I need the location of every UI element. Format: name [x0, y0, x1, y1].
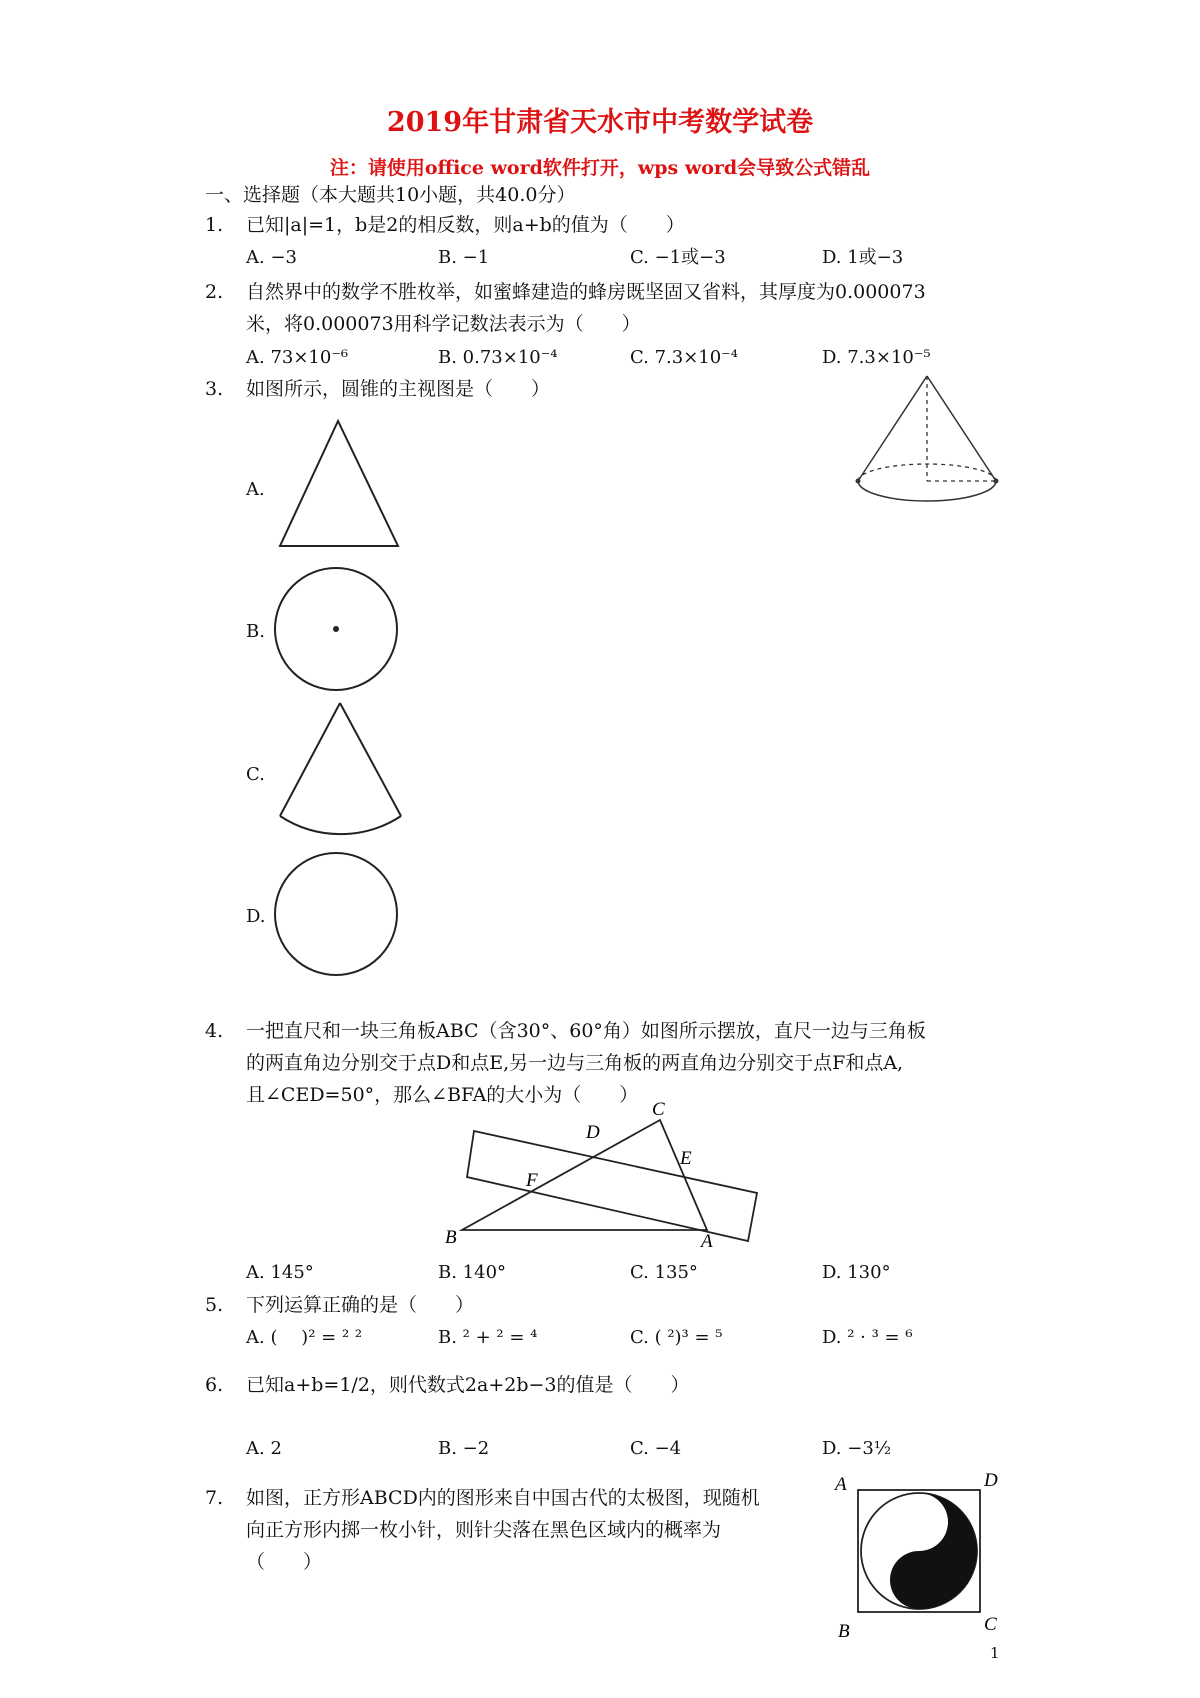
paper-title: 2019年甘肃省天水市中考数学试卷 — [386, 107, 814, 138]
corner-c-label: C — [984, 1614, 997, 1635]
point-f-label: F — [526, 1170, 538, 1191]
q2-option-a: A. 73×10⁻⁶ — [246, 347, 349, 368]
q2-line2: 米，将0.000073用科学记数法表示为（ ） — [246, 313, 641, 335]
point-d-label: D — [586, 1122, 600, 1143]
taiji-square-figure — [830, 1470, 1005, 1650]
q7-number: 7. — [205, 1487, 224, 1509]
option-c-sector — [270, 700, 410, 840]
section-heading: 一、选择题（本大题共10小题，共40.0分） — [205, 184, 576, 206]
q4-option-c: C. 135° — [630, 1262, 698, 1283]
q5-number: 5. — [205, 1294, 224, 1316]
q4-line3: 且∠CED=50°，那么∠BFA的大小为（ ） — [246, 1084, 639, 1106]
format-note: 注：请使用office word软件打开，wps word会导致公式错乱 — [329, 157, 871, 179]
cone-figure — [855, 370, 1005, 530]
q1-number: 1. — [205, 214, 224, 236]
q2-number: 2. — [205, 281, 224, 303]
q3-option-c: C. — [246, 764, 265, 785]
corner-b-label: B — [838, 1621, 850, 1642]
q4-option-d: D. 130° — [822, 1262, 891, 1283]
q1-option-c: C. −1或−3 — [630, 247, 726, 268]
corner-a-label: A — [835, 1474, 847, 1495]
q4-option-a: A. 145° — [246, 1262, 314, 1283]
q5-option-a: A. ( )² = ² ² — [246, 1327, 363, 1348]
q7-line1: 如图，正方形ABCD内的图形来自中国古代的太极图，现随机 — [246, 1487, 760, 1509]
q1-option-d: D. 1或−3 — [822, 247, 904, 268]
q5-text: 下列运算正确的是（ ） — [246, 1294, 475, 1316]
corner-d-label: D — [984, 1470, 998, 1491]
q1-option-a: A. −3 — [246, 247, 297, 268]
q3-number: 3. — [205, 378, 224, 400]
q4-line2: 的两直角边分别交于点D和点E,另一边与三角板的两直角边分别交于点F和点A, — [246, 1052, 904, 1074]
q1-text: 已知|a|=1，b是2的相反数，则a+b的值为（ ） — [246, 214, 685, 236]
option-a-triangle — [270, 418, 410, 553]
q6-option-d: D. −3½ — [822, 1438, 892, 1459]
q3-option-b: B. — [246, 621, 265, 642]
q6-number: 6. — [205, 1374, 224, 1396]
point-e-label: E — [680, 1148, 692, 1169]
q7-line2: 向正方形内掷一枚小针，则针尖落在黑色区域内的概率为 — [246, 1519, 722, 1541]
q2-line1: 自然界中的数学不胜枚举，如蜜蜂建造的蜂房既坚固又省料，其厚度为0.000073 — [246, 281, 926, 303]
point-b-label: B — [445, 1227, 457, 1248]
option-b-circle-with-center — [272, 565, 402, 695]
q5-option-d: D. ² · ³ = ⁶ — [822, 1327, 913, 1348]
q6-option-b: B. −2 — [438, 1438, 490, 1459]
q6-option-c: C. −4 — [630, 1438, 682, 1459]
q4-number: 4. — [205, 1020, 224, 1042]
q6-text: 已知a+b=1/2，则代数式2a+2b−3的值是（ ） — [246, 1374, 690, 1396]
q4-line1: 一把直尺和一块三角板ABC（含30°、60°角）如图所示摆放，直尺一边与三角板 — [246, 1020, 926, 1042]
q2-option-b: B. 0.73×10⁻⁴ — [438, 347, 558, 368]
option-d-circle — [272, 850, 402, 980]
q6-option-a: A. 2 — [246, 1438, 282, 1459]
point-a-label: A — [701, 1231, 713, 1252]
q3-option-a: A. — [246, 479, 265, 500]
q5-option-b: B. ² + ² = ⁴ — [438, 1327, 538, 1348]
q5-option-c: C. ( ²)³ = ⁵ — [630, 1327, 723, 1348]
q7-line3: （ ） — [246, 1551, 323, 1573]
q2-option-d: D. 7.3×10⁻⁵ — [822, 347, 931, 368]
q3-option-d: D. — [246, 906, 266, 927]
point-c-label: C — [652, 1099, 665, 1120]
ruler-triangle-figure — [440, 1100, 770, 1250]
q4-option-b: B. 140° — [438, 1262, 507, 1283]
q1-option-b: B. −1 — [438, 247, 490, 268]
q3-text: 如图所示，圆锥的主视图是（ ） — [246, 378, 551, 400]
q2-option-c: C. 7.3×10⁻⁴ — [630, 347, 738, 368]
page-number: 1 — [990, 1644, 1000, 1662]
